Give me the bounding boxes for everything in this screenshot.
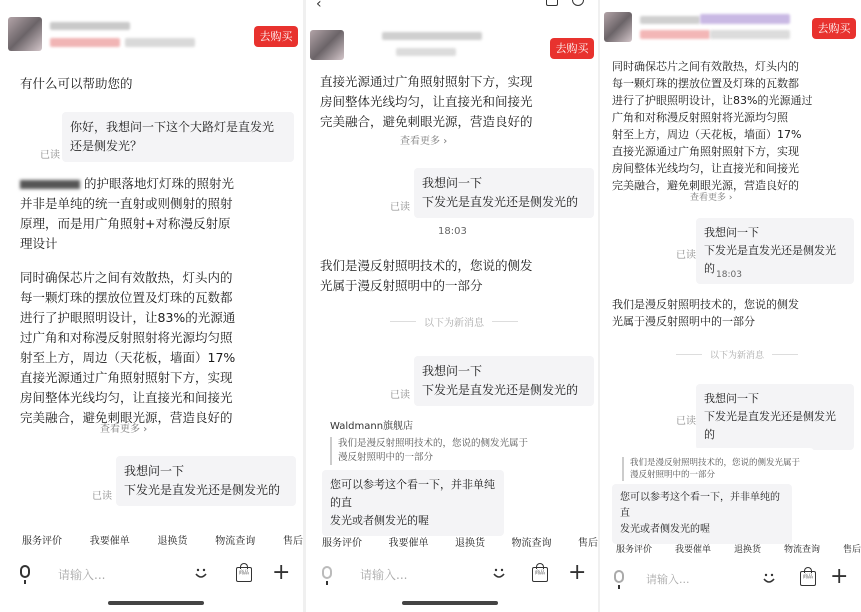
tab-return-exchange[interactable]: 退换货 (733, 545, 761, 555)
plus-icon[interactable]: + (568, 560, 587, 585)
read-status: 已读 (390, 390, 410, 401)
message-line: 完美融合，避免刺眼光源，营造良好的 (320, 114, 533, 129)
timestamp: 18:03 (716, 270, 742, 280)
user-question-bubble (62, 112, 294, 162)
view-more-link[interactable] (400, 132, 447, 147)
quick-action-tabs (616, 542, 861, 555)
message-line: 我想问一下 (422, 364, 483, 378)
user-question-bubble (414, 168, 594, 218)
message-line: 我想问一下 (704, 392, 759, 405)
message-line: 进行了护眼照明设计，让83%的光源通 (20, 310, 236, 325)
product-label: 商品 (802, 574, 813, 580)
greeting-text: 有什么可以帮助您的 (20, 76, 133, 91)
message-line: 下发光是直发光还是侧发光的 (422, 195, 579, 209)
message-line: 射至上方，周边（天花板，墙面）17% (612, 128, 802, 141)
plus-icon[interactable]: + (830, 564, 849, 589)
go-buy-button[interactable]: 去购买 (812, 18, 856, 39)
read-status: 已读 (40, 150, 60, 161)
divider-line (772, 354, 798, 355)
timestamp: 18:03 (438, 226, 467, 237)
message-line: 射至上方，周边（天花板，墙面）17% (20, 350, 236, 365)
message-line: 直接光源通过广角照射照射下方，实现 (320, 74, 533, 89)
message-line: 过广角和对称漫反射照射将光源均匀照 (20, 330, 233, 345)
tab-service-review[interactable]: 服务评价 (322, 538, 362, 549)
shop-avatar[interactable] (8, 17, 42, 51)
microphone-icon[interactable] (614, 570, 624, 583)
microphone-icon[interactable] (322, 566, 332, 579)
chat-screen-2 (306, 0, 598, 612)
message-line: 我们是漫反射照明技术的，您说的侧发光属于 (338, 438, 529, 449)
emoji-icon[interactable] (490, 564, 508, 582)
chevron-right-icon: › (143, 424, 148, 435)
tab-after-sales[interactable]: 售后 (578, 538, 598, 549)
tab-logistics[interactable]: 物流查询 (783, 545, 820, 555)
new-message-divider (390, 314, 518, 329)
home-indicator (108, 601, 204, 605)
user-question-bubble (414, 356, 594, 406)
product-bag-icon[interactable] (236, 567, 252, 582)
bag-icon[interactable] (546, 0, 558, 6)
tab-logistics[interactable]: 物流查询 (511, 538, 552, 549)
read-status: 已读 (92, 491, 112, 502)
emoji-icon[interactable] (760, 569, 778, 587)
go-buy-button[interactable]: 去购买 (550, 38, 594, 59)
agent-reply-bubble (322, 470, 504, 536)
message-line: 同时确保芯片之间有效散热，灯头内的 (20, 270, 233, 285)
back-arrow-icon[interactable]: ‹ (316, 0, 322, 12)
quote-shop-name: Waldmann旗舰店 (330, 421, 414, 432)
message-line: 完美融合，避免刺眼光源，营造良好的 (612, 179, 799, 192)
message-line: 并非是单纯的统一直射或则侧射的照射 (20, 196, 233, 211)
message-line: 原理，而是用广角照射+对称漫反射原 (20, 216, 231, 231)
divider-line (492, 321, 518, 322)
home-indicator (402, 601, 498, 605)
tab-return-exchange[interactable]: 退换货 (455, 538, 485, 549)
message-input[interactable]: 请输入... (360, 568, 408, 582)
shop-info-blurred (710, 30, 790, 39)
message-line: 我想问一下 (124, 464, 185, 478)
view-more-label: 查看更多 (400, 136, 440, 147)
message-line: 的护眼落地灯灯珠的照射光 (84, 176, 235, 191)
message-line: 房间整体光线均匀，让直接光和间接光 (612, 162, 799, 175)
new-message-label: 以下为新消息 (710, 351, 765, 361)
shop-name-blurred (50, 22, 130, 30)
quoted-message (614, 448, 814, 487)
agent-answer-tail (320, 72, 592, 132)
view-more-label: 查看更多 (690, 193, 727, 203)
product-bag-icon[interactable] (800, 571, 816, 586)
message-line: 广角和对称漫反射照射将光源均匀照 (612, 111, 788, 124)
new-message-divider (676, 348, 798, 361)
user-question-bubble (696, 384, 854, 450)
microphone-icon[interactable] (20, 565, 30, 578)
tab-after-sales[interactable]: 售后 (842, 545, 861, 555)
tab-return-exchange[interactable]: 退换货 (157, 536, 188, 547)
shop-info-blurred (396, 48, 456, 56)
message-line: 我们是漫反射照明技术的，您说的侧发光属于 (630, 458, 801, 468)
message-line: 每一颗灯珠的摆放位置及灯珠的瓦数都 (612, 77, 799, 90)
message-line: 房间整体光线均匀，让直接光和间接光 (20, 390, 233, 405)
message-line: 漫反射照明中的一部分 (630, 470, 716, 480)
settings-icon[interactable] (572, 0, 584, 6)
divider-line (390, 321, 416, 322)
tab-service-review[interactable]: 服务评价 (616, 545, 653, 555)
shop-info-blurred (640, 30, 710, 39)
shop-avatar[interactable] (604, 12, 632, 42)
message-line: 我想问一下 (704, 226, 759, 239)
message-line: 下发光是直发光还是侧发光的 (704, 244, 836, 275)
chevron-right-icon: › (728, 193, 733, 203)
agent-answer-part2 (612, 58, 857, 194)
tab-after-sales[interactable]: 售后 (283, 536, 303, 547)
message-line: 下发光是直发光还是侧发光的 (704, 410, 836, 441)
message-line: 理设计 (20, 236, 58, 251)
emoji-icon[interactable] (192, 564, 210, 582)
shop-avatar[interactable] (310, 30, 344, 60)
message-line: 您可以参考这个看一下，并非单纯的直 (620, 492, 780, 519)
message-line: 直接光源通过广角照射照射下方，实现 (612, 145, 799, 158)
read-status: 已读 (676, 250, 696, 261)
go-buy-button[interactable]: 去购买 (254, 26, 298, 47)
message-line: 直接光源通过广角照射照射下方，实现 (20, 370, 233, 385)
quick-action-tabs (322, 534, 598, 549)
read-status: 已读 (390, 202, 410, 213)
tab-logistics[interactable]: 物流查询 (215, 536, 256, 547)
shop-tag-blurred (700, 14, 790, 24)
tab-service-review[interactable]: 服务评价 (22, 536, 62, 547)
shop-name-blurred (382, 32, 482, 40)
view-more-link[interactable] (690, 190, 733, 203)
shop-info-blurred (125, 38, 195, 47)
agent-reply (612, 296, 857, 330)
plus-icon[interactable]: + (272, 560, 291, 585)
tab-urge-order[interactable]: 我要催单 (89, 536, 130, 547)
message-line: 漫反射照明中的一部分 (338, 452, 434, 463)
chat-screen-1 (0, 0, 303, 612)
view-more-label: 查看更多 (100, 424, 140, 435)
product-bag-icon[interactable] (532, 567, 548, 582)
agent-answer-part2 (20, 268, 295, 428)
message-line: 房间整体光线均匀，让直接光和间接光 (320, 94, 533, 109)
tab-urge-order[interactable]: 我要催单 (674, 545, 711, 555)
quote-body (622, 457, 806, 481)
message-input[interactable]: 请输入... (58, 568, 106, 582)
message-line: 我想问一下 (422, 176, 483, 190)
quick-action-tabs (22, 532, 303, 547)
message-line: 您可以参考这个看一下，并非单纯的直 (330, 478, 495, 509)
message-line: 我们是漫反射照明技术的，您说的侧发 (612, 298, 799, 311)
message-input[interactable]: 请输入... (646, 573, 690, 586)
user-question-bubble (116, 456, 296, 506)
message-line: 同时确保芯片之间有效散热，灯头内的 (612, 60, 799, 73)
message-line: 发光或者侧发光的喔 (620, 524, 710, 535)
new-message-label: 以下为新消息 (424, 318, 484, 329)
message-line: 下发光是直发光还是侧发光的 (124, 483, 281, 497)
view-more-link[interactable] (100, 420, 147, 435)
message-line: 你好，我想问一下这个大路灯是直发光 (70, 120, 275, 134)
shop-name-blurred (640, 16, 700, 24)
product-label: 商品 (534, 570, 545, 576)
read-status: 已读 (676, 416, 696, 427)
chevron-right-icon: › (443, 136, 448, 147)
product-label: 商品 (238, 570, 249, 576)
agent-reply-bubble (612, 484, 792, 544)
message-line: 完美融合，避免刺眼光源，营造良好的 (20, 410, 233, 425)
agent-answer-part1 (20, 174, 290, 254)
agent-reply (320, 256, 592, 296)
message-line: 每一颗灯珠的摆放位置及灯珠的瓦数都 (20, 290, 233, 305)
message-line: 光属于漫反射照明中的一部分 (320, 278, 483, 293)
message-line: 我们是漫反射照明技术的，您说的侧发 (320, 258, 533, 273)
message-line: 进行了护眼照明设计，让83%的光源通过 (612, 94, 813, 107)
message-line: 光属于漫反射照明中的一部分 (612, 315, 755, 328)
shop-tag-blurred (50, 38, 120, 47)
message-line: 还是侧发光？ (70, 139, 143, 153)
divider-line (676, 354, 702, 355)
message-line: 发光或者侧发光的喔 (330, 514, 429, 527)
message-line: 下发光是直发光还是侧发光的 (422, 383, 579, 397)
chat-screen-3 (600, 0, 861, 612)
tab-urge-order[interactable]: 我要催单 (388, 538, 429, 549)
quote-body (330, 437, 542, 465)
quoted-message (322, 414, 550, 471)
